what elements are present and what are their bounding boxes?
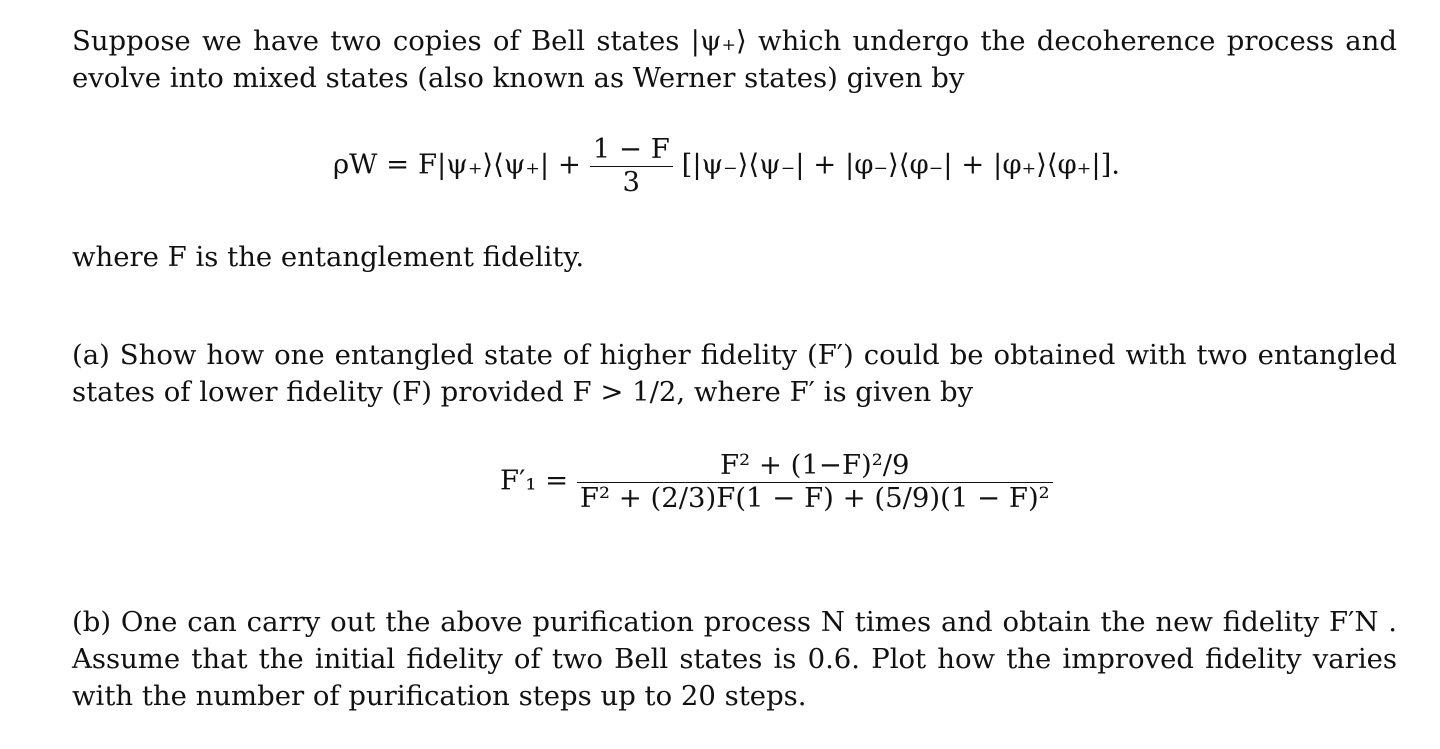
werner-fraction [590,133,673,198]
fidelity-equation [500,449,1053,514]
werner-state-equation [333,133,1121,198]
where-paragraph: where F is the entanglement fidelity. [72,241,585,273]
fidelity-numerator: F² + (1−F)²/9 [720,449,910,481]
werner-lhs: ρW = F|ψ₊⟩⟨ψ₊| + [333,148,581,181]
part-b-paragraph: (b) One can carry out the above purification process N times and obtain the new fidelity F′N . Assume that the initial fidelity of two Bell states is 0.6. Plot how the improved fidelity varies with the number of purification steps up to 20 steps. [72,606,1397,712]
part-a-paragraph: (a) Show how one entangled state of higher fidelity (F′) could be obtained with two entangled states of lower fidelity (F) provided F > 1/2, where F′ is given by [72,339,1397,408]
fidelity-fraction [577,449,1053,514]
intro-paragraph: Suppose we have two copies of Bell states |ψ₊⟩ which undergo the decoherence process and evolve into mixed states (also known as Werner states) given by [72,25,1397,94]
fidelity-lhs: F′₁ = [500,464,569,497]
fidelity-denominator: F² + (2/3)F(1 − F) + (5/9)(1 − F)² [579,481,1050,514]
werner-fraction-numerator: 1 − F [592,133,670,165]
werner-fraction-denominator: 3 [622,165,641,198]
werner-rhs: [|ψ₋⟩⟨ψ₋| + |φ₋⟩⟨φ₋| + |φ₊⟩⟨φ₊|]. [681,148,1121,181]
